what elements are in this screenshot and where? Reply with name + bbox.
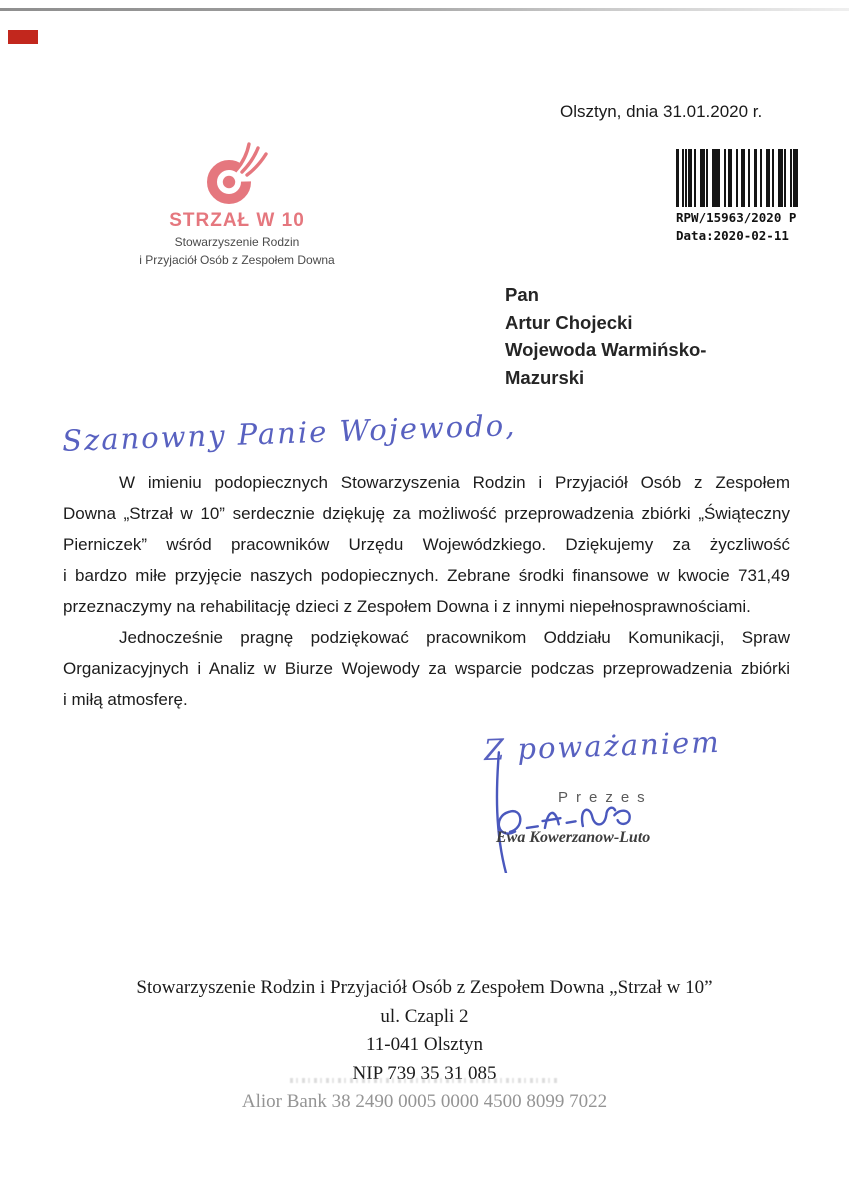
- handwritten-closing: Z poważaniem: [483, 724, 722, 768]
- footer-bank-account: Alior Bank 38 2490 0005 0000 4500 8099 7022: [241, 1091, 608, 1112]
- recipient-line: Mazurski: [505, 366, 585, 388]
- footer-nip: NIP 739 35 31 085: [352, 1062, 497, 1084]
- postal-registration-stamp: [676, 149, 804, 243]
- org-logo: [118, 142, 356, 268]
- body-line: Downa „Strzał w 10” serdecznie dziękuję za możliwość przeprowadzenia zbiórki „Świąteczny: [63, 504, 790, 523]
- footer-street: ul. Czapli 2: [380, 1005, 469, 1027]
- barcode-reference: RPW/15963/2020 P: [676, 210, 797, 225]
- logo-title: STRZAŁ W 10: [169, 210, 305, 231]
- recipient-block: [505, 281, 706, 391]
- body-line: Pierniczek” wśród pracowników Urzędu Wojewódzkiego. Dziękujemy za życzliwość: [63, 535, 790, 554]
- body-line: i bardzo miłe przyjęcie naszych podopiecznych. Zebrane środki finansowe w kwocie 731,49: [63, 566, 790, 585]
- body-line: Organizacyjnych i Analiz w Biurze Wojewody za wsparcie podczas przeprowadzenia zbiórki: [63, 659, 790, 678]
- letter-body: [63, 467, 790, 715]
- footer-block: [52, 974, 797, 1117]
- target-arrow-logo-icon: [202, 142, 272, 208]
- body-line: i miłą atmosferę.: [63, 690, 188, 709]
- handwritten-greeting: Szanowny Panie Wojewodo,: [61, 408, 517, 458]
- body-line: Jednocześnie pragnę podziękować pracownikom Oddziału Komunikacji, Spraw: [119, 628, 790, 647]
- body-line: W imieniu podopiecznych Stowarzyszenia Rodzin i Przyjaciół Osób z Zespołem: [119, 473, 790, 492]
- signer-name: Ewa Kowerzanow-Luto: [496, 829, 651, 846]
- scan-artifact-red-mark: [8, 30, 38, 44]
- faded-text-artifact: [290, 1078, 560, 1083]
- recipient-line: Artur Chojecki: [505, 311, 633, 333]
- signature-scribble-icon: [478, 747, 651, 873]
- barcode-icon: [676, 149, 798, 207]
- footer-city: 11-041 Olsztyn: [366, 1034, 483, 1055]
- barcode-date: Data:2020-02-11: [676, 228, 789, 243]
- logo-subtitle-line1: Stowarzyszenie Rodzin: [174, 235, 300, 249]
- date-line: Olsztyn, dnia 31.01.2020 r.: [560, 102, 763, 121]
- footer-org-name: Stowarzyszenie Rodzin i Przyjaciół Osób z Zespołem Downa „Strzał w 10”: [136, 977, 713, 998]
- body-line: przeznaczymy na rehabilitację dzieci z Zespołem Downa i z innymi niepełnosprawnościami.: [63, 597, 751, 616]
- logo-subtitle-line2: i Przyjaciół Osób z Zespołem Downa: [139, 253, 335, 267]
- signer-title: Prezes: [558, 789, 653, 806]
- scan-artifact-top-line: [0, 8, 849, 11]
- recipient-line: Pan: [505, 284, 539, 305]
- recipient-line: Wojewoda Warmińsko-: [505, 339, 707, 360]
